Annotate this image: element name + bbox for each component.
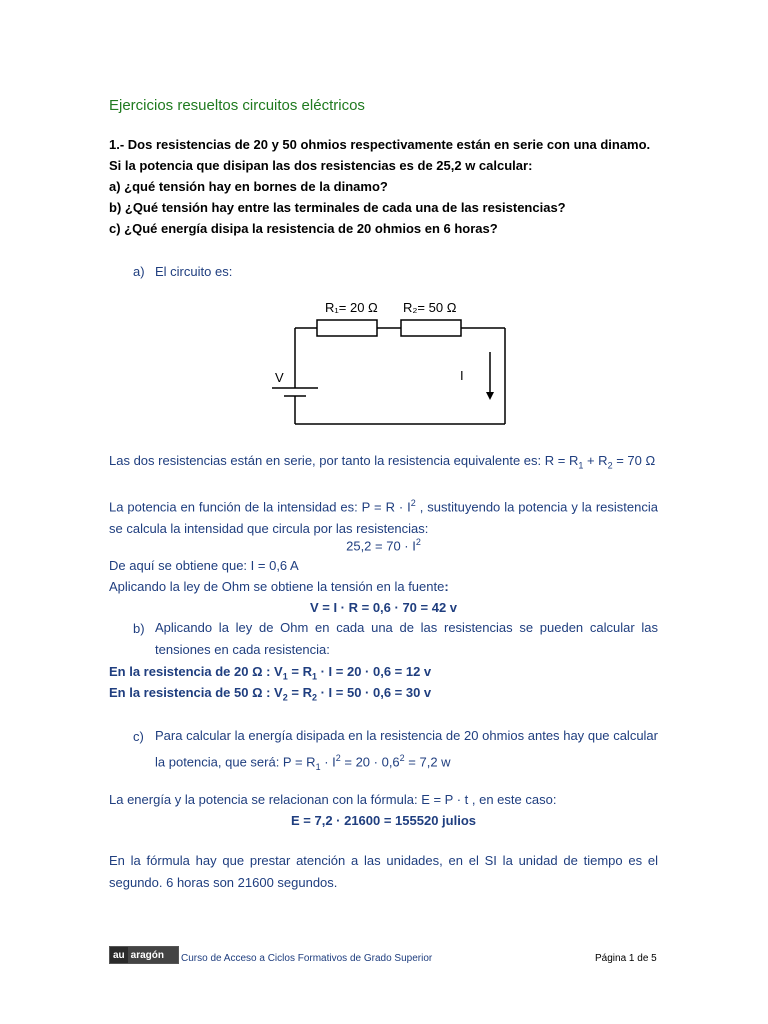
series-resistance-line: Las dos resistencias están en serie, por tanto la resistencia equivalente es: $R = R_1 + R_2 = 70$ Ω: [109, 453, 656, 471]
resistor-r2: [401, 320, 461, 336]
r1-label: R₁= 20 Ω: [325, 300, 378, 315]
energy-formula-line: La energía y la potencia se relacionan con la fórmula: E = P · t , en este caso:: [109, 792, 557, 807]
part-b-text: Aplicando la ley de Ohm en cada una de las resistencias se pueden calcular las tensiones en cada resistencia:: [155, 620, 658, 657]
footer-page-number: Página 1 de 5: [595, 953, 657, 964]
power-paragraph: La potencia en función de la intensidad es: $P = R \cdot I^2$ , sustituyendo la potencia y la resistencia se calcula la intensidad que circula por las resistencias:: [109, 498, 658, 537]
aragon-logo: au aragón: [109, 946, 179, 964]
equation-1: $25,2 = 70 \cdot I^2$: [346, 537, 421, 554]
r2-label: R₂= 50 Ω: [403, 300, 457, 315]
ohm-law-line: Aplicando la ley de Ohm se obtiene la tensión en la fuente:: [109, 579, 449, 594]
current-result: De aquí se obtiene que: I = 0,6 A: [109, 558, 299, 573]
problem-line-1: 1.- Dos resistencias de 20 y 50 ohmios respectivamente están en serie con una dinamo.: [109, 137, 651, 152]
resistor-r1: [317, 320, 377, 336]
footer-course-name: Curso de Acceso a Ciclos Formativos de Grado Superior: [181, 953, 433, 964]
part-a-marker: a): [133, 264, 145, 279]
circuit-diagram: [255, 292, 515, 432]
part-b-marker: b): [133, 621, 145, 636]
page-title: Ejercicios resueltos circuitos eléctricos: [109, 97, 365, 114]
equation-3: E = 7,2 · 21600 = 155520 julios: [290, 813, 476, 828]
resistance-20-result: En la resistencia de 20 Ω : $V_1 = R_1 \cdot I = 20 \cdot 0,6 = 12$ v: [109, 664, 432, 682]
units-paragraph: En la fórmula hay que prestar atención a las unidades, en el SI la unidad de tiempo es el segundo. 6 horas son 21600 segundos.: [109, 853, 658, 890]
problem-line-5: c) ¿Qué energía disipa la resistencia de 20 ohmios en 6 horas?: [109, 221, 498, 236]
part-c-text: Para calcular la energía disipada en la resistencia de 20 ohmios antes hay que calcular la potencia, que será: $P = R_1 \cdot I^2 = 20 \cdot 0,6^2 = 7,2$ w: [155, 728, 658, 772]
part-c-marker: c): [133, 729, 144, 744]
problem-line-2: Si la potencia que disipan las dos resistencias es de 25,2 w calcular:: [109, 158, 533, 173]
problem-line-4: b) ¿Qué tensión hay entre las terminales de cada una de las resistencias?: [109, 200, 566, 215]
part-a-text: El circuito es:: [155, 264, 233, 279]
equation-2: V = I · R = 0,6 · 70 = 42 v: [309, 600, 458, 615]
voltage-label: V: [275, 370, 284, 385]
current-label: I: [460, 368, 464, 383]
resistance-50-result: En la resistencia de 50 Ω : $V_2 = R_2 \cdot I = 50 \cdot 0,6 = 30$ v: [109, 685, 432, 703]
problem-line-3: a) ¿qué tensión hay en bornes de la dinamo?: [109, 179, 388, 194]
